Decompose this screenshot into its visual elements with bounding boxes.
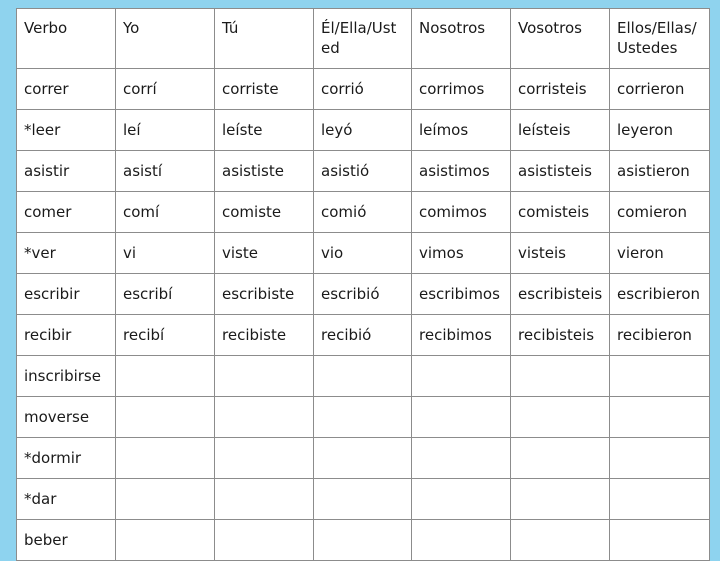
cell-nosotros: asistimos (412, 151, 511, 192)
cell-verbo: moverse (17, 397, 116, 438)
cell-ellos-ellas-ustedes: leyeron (610, 110, 710, 151)
header-tu: Tú (215, 9, 314, 69)
cell-el-ella-usted: asistió (314, 151, 412, 192)
cell-yo: asistí (116, 151, 215, 192)
table-body (17, 69, 710, 561)
cell-tu: comiste (215, 192, 314, 233)
cell-ellos-ellas-ustedes (610, 438, 710, 479)
cell-tu (215, 479, 314, 520)
cell-el-ella-usted: escribió (314, 274, 412, 315)
cell-yo: vi (116, 233, 215, 274)
cell-vosotros: comisteis (511, 192, 610, 233)
cell-nosotros (412, 479, 511, 520)
cell-nosotros (412, 438, 511, 479)
cell-verbo: *dar (17, 479, 116, 520)
cell-ellos-ellas-ustedes: asistieron (610, 151, 710, 192)
table-row (17, 274, 710, 315)
cell-vosotros: recibisteis (511, 315, 610, 356)
cell-verbo: *leer (17, 110, 116, 151)
cell-tu (215, 520, 314, 561)
table-row (17, 520, 710, 561)
cell-tu: escribiste (215, 274, 314, 315)
cell-nosotros: leímos (412, 110, 511, 151)
cell-yo (116, 356, 215, 397)
cell-nosotros: vimos (412, 233, 511, 274)
cell-ellos-ellas-ustedes: comieron (610, 192, 710, 233)
cell-ellos-ellas-ustedes (610, 356, 710, 397)
cell-tu: asististe (215, 151, 314, 192)
cell-vosotros (511, 520, 610, 561)
cell-el-ella-usted: vio (314, 233, 412, 274)
cell-vosotros: corristeis (511, 69, 610, 110)
cell-ellos-ellas-ustedes: recibieron (610, 315, 710, 356)
table-row (17, 315, 710, 356)
cell-nosotros: escribimos (412, 274, 511, 315)
table-row (17, 110, 710, 151)
table-row (17, 69, 710, 110)
cell-el-ella-usted (314, 438, 412, 479)
cell-el-ella-usted (314, 356, 412, 397)
cell-el-ella-usted: leyó (314, 110, 412, 151)
cell-tu: recibiste (215, 315, 314, 356)
cell-yo (116, 438, 215, 479)
cell-yo: corrí (116, 69, 215, 110)
cell-vosotros: visteis (511, 233, 610, 274)
cell-vosotros: asististeis (511, 151, 610, 192)
cell-vosotros (511, 438, 610, 479)
cell-ellos-ellas-ustedes (610, 479, 710, 520)
cell-nosotros: corrimos (412, 69, 511, 110)
cell-verbo: asistir (17, 151, 116, 192)
table-row (17, 233, 710, 274)
cell-verbo: *ver (17, 233, 116, 274)
cell-tu (215, 397, 314, 438)
cell-yo: comí (116, 192, 215, 233)
table-row (17, 151, 710, 192)
cell-nosotros (412, 356, 511, 397)
cell-yo: escribí (116, 274, 215, 315)
cell-el-ella-usted: corrió (314, 69, 412, 110)
cell-ellos-ellas-ustedes: vieron (610, 233, 710, 274)
cell-el-ella-usted: comió (314, 192, 412, 233)
cell-nosotros (412, 520, 511, 561)
cell-el-ella-usted (314, 397, 412, 438)
cell-el-ella-usted (314, 479, 412, 520)
cell-ellos-ellas-ustedes (610, 520, 710, 561)
cell-ellos-ellas-ustedes (610, 397, 710, 438)
cell-ellos-ellas-ustedes: escribieron (610, 274, 710, 315)
cell-tu: viste (215, 233, 314, 274)
cell-yo: leí (116, 110, 215, 151)
cell-vosotros: escribisteis (511, 274, 610, 315)
cell-tu: corriste (215, 69, 314, 110)
table-row (17, 192, 710, 233)
cell-yo (116, 397, 215, 438)
cell-vosotros: leísteis (511, 110, 610, 151)
table-row (17, 479, 710, 520)
cell-vosotros (511, 397, 610, 438)
cell-nosotros: recibimos (412, 315, 511, 356)
header-vosotros: Vosotros (511, 9, 610, 69)
cell-verbo: correr (17, 69, 116, 110)
conjugation-table (16, 8, 710, 561)
cell-verbo: escribir (17, 274, 116, 315)
table-row (17, 438, 710, 479)
cell-verbo: *dormir (17, 438, 116, 479)
cell-verbo: recibir (17, 315, 116, 356)
cell-verbo: beber (17, 520, 116, 561)
cell-yo: recibí (116, 315, 215, 356)
header-el-ella-usted: Él/Ella/Ust ed (314, 9, 412, 69)
header-yo: Yo (116, 9, 215, 69)
header-ellos-ellas-ustedes: Ellos/Ellas/ Ustedes (610, 9, 710, 69)
cell-verbo: comer (17, 192, 116, 233)
cell-verbo: inscribirse (17, 356, 116, 397)
cell-el-ella-usted: recibió (314, 315, 412, 356)
cell-ellos-ellas-ustedes: corrieron (610, 69, 710, 110)
cell-vosotros (511, 479, 610, 520)
header-nosotros: Nosotros (412, 9, 511, 69)
cell-yo (116, 479, 215, 520)
table-row (17, 397, 710, 438)
cell-tu: leíste (215, 110, 314, 151)
cell-tu (215, 356, 314, 397)
cell-tu (215, 438, 314, 479)
header-verbo: Verbo (17, 9, 116, 69)
cell-el-ella-usted (314, 520, 412, 561)
table-header-row (17, 9, 710, 69)
cell-nosotros: comimos (412, 192, 511, 233)
cell-nosotros (412, 397, 511, 438)
table-row (17, 356, 710, 397)
cell-vosotros (511, 356, 610, 397)
cell-yo (116, 520, 215, 561)
